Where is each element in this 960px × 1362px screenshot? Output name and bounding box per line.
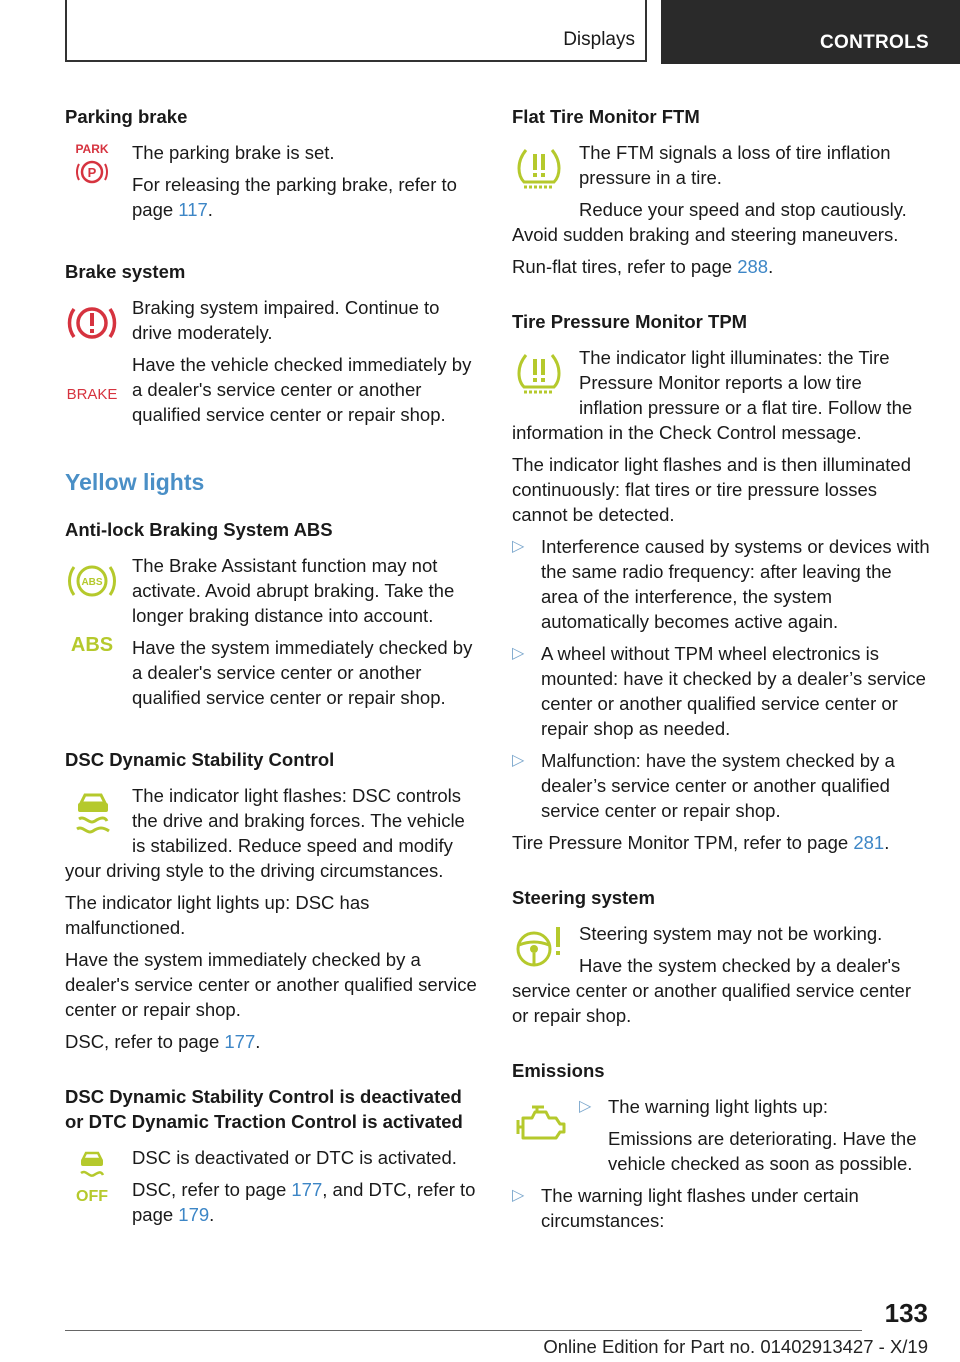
dsc-car-skid-icon xyxy=(65,789,123,837)
tpm-text-1: The indicator light illuminates: the Tire Pressure Monitor reports a low tire inflation pressure or a flat tire. Follow the information in the Check Control message. xyxy=(512,347,913,443)
list-item: ▷ The warning light lights up: Emissions are deteriorating. Have the vehicle checked as soon as possible. xyxy=(579,1094,930,1176)
triangle-bullet-icon: ▷ xyxy=(512,1187,525,1204)
page-link-177b[interactable]: 177 xyxy=(291,1179,323,1200)
triangle-bullet-icon: ▷ xyxy=(512,752,525,769)
abs-title: Anti-lock Braking System ABS xyxy=(65,519,333,540)
emissions-detail: Emissions are deteriorating. Have the vehicle checked as soon as possible. xyxy=(608,1128,917,1174)
tpm-text-3: Tire Pressure Monitor TPM, refer to page 281. xyxy=(512,832,890,853)
list-item: ▷ The warning light flashes under certain circumstances: xyxy=(512,1185,859,1231)
abs-text-icon xyxy=(65,619,123,667)
emissions-list xyxy=(579,1094,930,1176)
dsc-title: DSC Dynamic Stability Control xyxy=(65,749,335,770)
yellow-lights-heading: Yellow lights xyxy=(65,469,205,495)
dsc-off-text-1: DSC is deactivated or DTC is activated. xyxy=(132,1147,457,1168)
list-item: ▷ Interference caused by systems or devices with the same radio frequency: after leaving the area of the interference, the system automatically becomes active again. xyxy=(512,536,930,632)
list-item: ▷ A wheel without TPM wheel electronics is mounted: have it checked by a dealer’s service center or another qualified service center or repair shop as needed. xyxy=(512,643,926,739)
header-chapter-tab xyxy=(661,0,960,64)
triangle-bullet-icon: ▷ xyxy=(579,1098,592,1115)
dsc-text-4: DSC, refer to page 177. xyxy=(65,1031,261,1052)
parking-brake-icon xyxy=(65,140,123,188)
svg-text:OFF: OFF xyxy=(76,1188,108,1205)
triangle-bullet-icon: ▷ xyxy=(512,645,525,662)
dsc-text-1: The indicator light flashes: DSC controls the drive and braking forces. The vehicle is stabilized. Reduce speed and modify your driving style to the driving circumstances. xyxy=(65,785,465,881)
dsc-text-2: The indicator light lights up: DSC has malfunctioned. xyxy=(65,892,370,938)
dsc-off-title: DSC Dynamic Stability Control is deactivated or DTC Dynamic Traction Control is activated xyxy=(65,1086,463,1132)
svg-text:ABS: ABS xyxy=(81,577,103,588)
ftm-text-1: The FTM signals a loss of tire inflation pressure in a tire. xyxy=(579,142,891,188)
page-number: 133 xyxy=(884,1298,928,1328)
brake-system-text-2: Have the vehicle checked immediately by a dealer's service center or another qualified service center or repair shop. xyxy=(132,354,472,425)
dsc-off-section xyxy=(65,1084,483,1234)
page-link-179[interactable]: 179 xyxy=(178,1204,210,1225)
steering-text-1: Steering system may not be working. xyxy=(579,923,883,944)
steering-title: Steering system xyxy=(512,887,655,908)
svg-text:BRAKE: BRAKE xyxy=(66,386,118,403)
tpm-text-2: The indicator light flashes and is then illuminated continuously: flat tires or tire pressure losses cannot be detected. xyxy=(512,454,912,525)
parking-brake-text-2: For releasing the parking brake, refer to page 117. xyxy=(132,174,457,220)
emissions-section xyxy=(512,1058,930,1240)
parking-brake-title: Parking brake xyxy=(65,106,188,127)
ftm-title: Flat Tire Monitor FTM xyxy=(512,106,700,127)
engine-warning-icon xyxy=(512,1100,570,1148)
abs-circle-icon xyxy=(65,557,123,605)
parking-brake-section xyxy=(65,104,483,229)
ftm-text-3: Run-flat tires, refer to page 288. xyxy=(512,256,774,277)
ftm-text-2: Reduce your speed and stop cautiously. Avoid sudden braking and steering maneuvers. xyxy=(512,199,907,245)
emissions-title: Emissions xyxy=(512,1060,605,1081)
header-frame xyxy=(65,0,647,62)
left-column xyxy=(65,104,483,1264)
abs-text-1: The Brake Assistant function may not activate. Avoid abrupt braking. Take the longer braking distance into account. xyxy=(132,555,455,626)
brake-text-icon xyxy=(65,369,123,417)
tpm-tire-warning-icon xyxy=(512,349,570,397)
svg-text:ABS: ABS xyxy=(70,634,114,656)
page-link-281[interactable]: 281 xyxy=(853,832,885,853)
tpm-title: Tire Pressure Monitor TPM xyxy=(512,311,748,332)
dsc-off-text-2: DSC, refer to page 177, and DTC, refer to page 179. xyxy=(132,1179,476,1225)
footer-edition: Online Edition for Part no. 01402913427 - X/19 xyxy=(543,1336,928,1357)
triangle-bullet-icon: ▷ xyxy=(512,538,525,555)
svg-text:P: P xyxy=(87,165,97,180)
brake-warning-icon xyxy=(65,299,123,347)
page-link-177[interactable]: 177 xyxy=(224,1031,256,1052)
brake-system-title: Brake system xyxy=(65,261,186,282)
ftm-section xyxy=(512,104,930,279)
abs-text-2: Have the system immediately checked by a dealer's service center or another qualified service center or repair shop. xyxy=(132,637,473,708)
header-chapter: CONTROLS xyxy=(819,32,929,53)
dsc-off-icon xyxy=(65,1149,123,1207)
right-column xyxy=(512,104,930,1270)
parking-brake-text-1: The parking brake is set. xyxy=(132,142,335,163)
dsc-text-3: Have the system immediately checked by a dealer's service center or another qualified service center or repair shop. xyxy=(65,949,477,1020)
emissions-list-2 xyxy=(512,1183,930,1233)
brake-system-text-1: Braking system impaired. Continue to drive moderately. xyxy=(132,297,440,343)
tpm-section xyxy=(512,309,930,855)
list-item: ▷ Malfunction: have the system checked by a dealer’s service center or another qualified service center or repair shop. xyxy=(512,750,895,821)
svg-text:PARK: PARK xyxy=(75,142,109,156)
footer-divider xyxy=(65,1330,862,1331)
tire-warning-icon xyxy=(512,144,570,192)
abs-section xyxy=(65,517,483,717)
page-link-288[interactable]: 288 xyxy=(737,256,769,277)
steering-text-2: Have the system checked by a dealer's service center or another qualified service center or repair shop. xyxy=(512,955,911,1026)
dsc-section xyxy=(65,747,483,1054)
header-section: Displays xyxy=(563,29,635,50)
brake-system-section xyxy=(65,259,483,437)
steering-section xyxy=(512,885,930,1028)
page-link-117[interactable]: 117 xyxy=(178,199,208,220)
tpm-bullet-list xyxy=(512,534,930,823)
steering-wheel-warning-icon xyxy=(512,923,570,971)
